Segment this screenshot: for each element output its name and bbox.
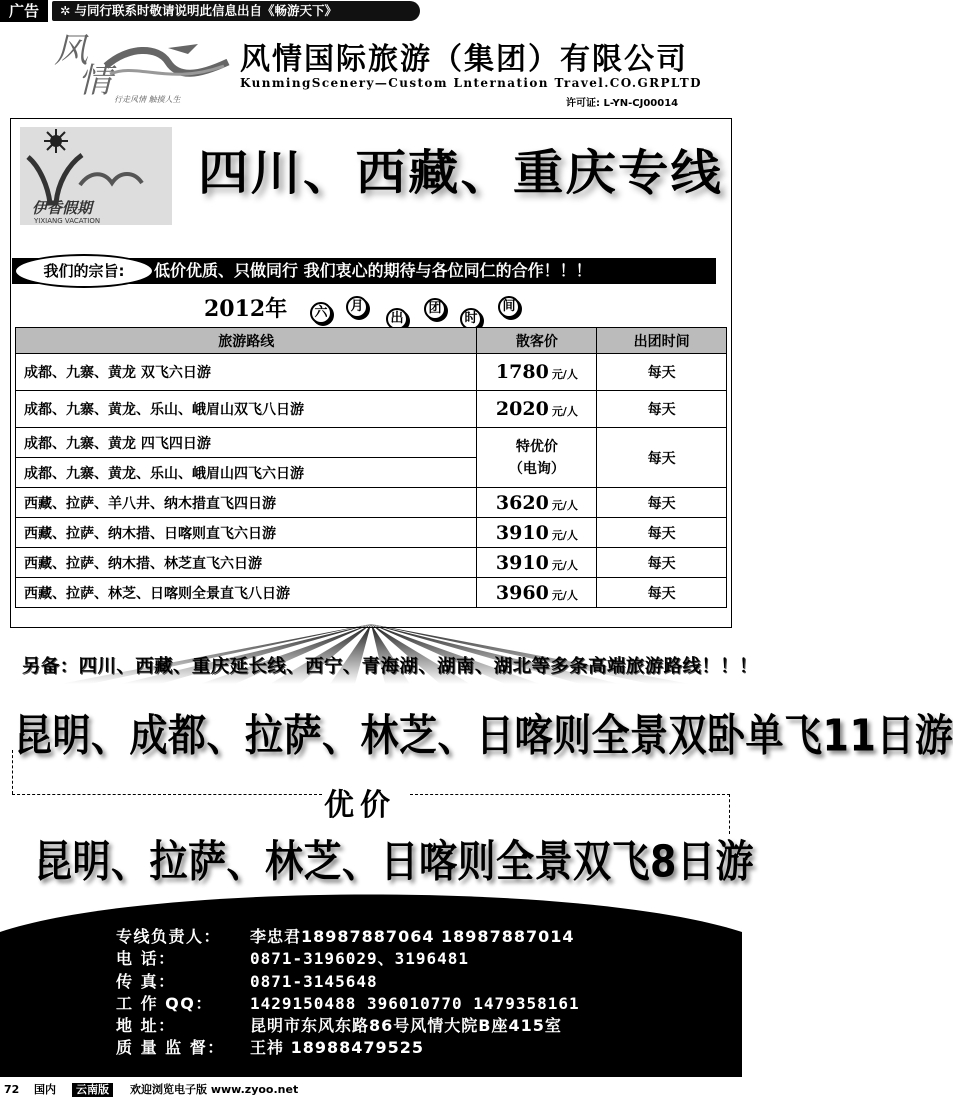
route-name: 成都、九寨、黄龙 双飞六日游 — [16, 354, 477, 391]
contact-label: 质 量 监 督： — [116, 1038, 225, 1058]
contact-label: 工 作 QQ： — [116, 993, 213, 1013]
yixiang-logo-en: YIXIANG VACATION — [34, 217, 101, 225]
route-name: 成都、九寨、黄龙、乐山、峨眉山四飞六日游 — [16, 458, 477, 488]
star-icon: ✲ — [60, 3, 71, 18]
price-unit: 元/人 — [551, 528, 578, 542]
contact-lines — [116, 926, 580, 1060]
header-departure: 出团时间 — [597, 328, 727, 354]
special-price — [477, 428, 597, 488]
promo-route-8day: 昆明、拉萨、林芝、日喀则全景双飞8日游 — [34, 836, 754, 887]
source-notice — [52, 1, 420, 21]
logo-slogan: 行走风情 触摸人生 — [114, 95, 181, 104]
contact-value: 李忠君18987887064 18987887014 — [250, 927, 575, 946]
contact-label: 传 真： — [116, 971, 176, 991]
motto-label: 我们的宗旨: — [14, 254, 154, 288]
discount-label: 优价 — [324, 788, 396, 823]
contact-label: 电 话： — [116, 949, 176, 969]
route-name: 西藏、拉萨、林芝、日喀则全景直飞八日游 — [16, 578, 477, 608]
motto-bar — [12, 258, 716, 284]
route-frequency: 每天 — [597, 428, 727, 488]
fengqing-logo — [48, 26, 234, 108]
contact-label: 专线负责人： — [116, 927, 222, 946]
price-value: 1780 — [495, 361, 549, 383]
company-header — [0, 22, 742, 114]
price-value: 3620 — [495, 491, 549, 514]
schedule-year: 2012年 — [204, 296, 288, 322]
other-routes-note: 另备：四川、西藏、重庆延长线、西宁、青海湖、湖南、湖北等多条高端旅游路线！！！ — [22, 656, 758, 677]
contact-line — [116, 948, 580, 970]
contact-line — [116, 926, 580, 948]
promo-route-11day: 昆明、成都、拉萨、林芝、日喀则全景双卧单飞11日游 — [14, 710, 953, 761]
price-value: 3910 — [495, 551, 549, 574]
route-price — [477, 391, 597, 428]
table-row — [16, 488, 727, 518]
logo-char-1: 风 — [54, 31, 88, 71]
motto-text: 低价优质、只做同行 我们衷心的期待与各位同仁的合作！！！ — [154, 261, 592, 280]
table-row — [16, 391, 727, 428]
contact-value: 王祎 18988479525 — [250, 1038, 425, 1058]
route-price — [477, 518, 597, 548]
routes-table — [15, 327, 727, 608]
route-frequency: 每天 — [597, 578, 727, 608]
page-footer — [0, 1080, 742, 1100]
price-value: 3910 — [495, 521, 549, 544]
price-unit: 元/人 — [551, 405, 578, 418]
dashed-bracket — [12, 750, 13, 794]
route-frequency: 每天 — [597, 518, 727, 548]
route-frequency: 每天 — [597, 488, 727, 518]
schedule-char: 时 — [460, 308, 482, 330]
logo-char-2: 情 — [78, 61, 112, 101]
table-row — [16, 428, 727, 458]
section-domestic: 国内 — [34, 1083, 56, 1096]
table-row — [16, 578, 727, 608]
contact-label: 地 址： — [116, 1016, 176, 1036]
contact-line — [116, 993, 580, 1015]
price-value: 3960 — [495, 581, 549, 604]
price-unit: 元/人 — [551, 368, 578, 381]
contact-value: 昆明市东风东路86号风情大院B座415室 — [250, 1016, 562, 1036]
schedule-char: 月 — [346, 296, 368, 318]
price-unit: 元/人 — [551, 498, 578, 512]
route-price — [477, 488, 597, 518]
dashed-bracket — [12, 794, 322, 795]
table-row — [16, 354, 727, 391]
contact-section — [0, 892, 742, 1077]
headline: 四川、西藏、重庆专线 — [198, 145, 724, 201]
schedule-char: 出 — [386, 308, 408, 330]
contact-value: 1429150488 396010770 1479358161 — [250, 993, 580, 1013]
license-number: 许可证: L-YN-CJ00014 — [566, 98, 679, 109]
price-value: 2020 — [495, 398, 549, 420]
ad-tag: 广告 — [0, 0, 48, 22]
contact-value: 0871-3145648 — [250, 971, 378, 991]
route-frequency: 每天 — [597, 548, 727, 578]
company-name-en: KunmingScenery—Custom Lnternation Travel.CO.GRPLTD — [240, 76, 702, 90]
route-frequency: 每天 — [597, 391, 727, 428]
contact-line — [116, 971, 580, 993]
page-number: 72 — [4, 1083, 20, 1096]
price-unit: 元/人 — [551, 588, 578, 602]
special-price-line2: （电询） — [508, 460, 565, 477]
route-price — [477, 354, 597, 391]
contact-line — [116, 1037, 580, 1059]
table-row — [16, 518, 727, 548]
table-header-row — [16, 328, 727, 354]
top-bar — [0, 0, 742, 22]
source-notice-text: 与同行联系时敬请说明此信息出自《畅游天下》 — [74, 3, 337, 18]
sun-icon — [44, 129, 68, 153]
header-price: 散客价 — [477, 328, 597, 354]
schedule-char: 六 — [310, 302, 332, 324]
edition-badge: 云南版 — [72, 1083, 113, 1097]
header-route: 旅游路线 — [16, 328, 477, 354]
route-frequency: 每天 — [597, 354, 727, 391]
route-name: 西藏、拉萨、纳木措、日喀则直飞六日游 — [16, 518, 477, 548]
route-price — [477, 578, 597, 608]
route-name: 西藏、拉萨、纳木措、林芝直飞六日游 — [16, 548, 477, 578]
dashed-bracket — [410, 794, 730, 795]
yixiang-logo-cn: 伊香假期 — [32, 199, 93, 217]
website-note[interactable]: 欢迎浏览电子版 www.zyoo.net — [130, 1083, 299, 1096]
route-name: 西藏、拉萨、羊八井、纳木措直飞四日游 — [16, 488, 477, 518]
table-row — [16, 548, 727, 578]
route-name: 成都、九寨、黄龙 四飞四日游 — [16, 428, 477, 458]
schedule-char: 团 — [424, 298, 446, 320]
price-unit: 元/人 — [551, 558, 578, 572]
schedule-char: 间 — [498, 296, 520, 318]
contact-value: 0871-3196029、3196481 — [250, 949, 470, 969]
contact-line — [116, 1015, 580, 1037]
company-name-cn: 风情国际旅游（集团）有限公司 — [240, 42, 688, 77]
yixiang-vacation-logo — [20, 127, 172, 225]
route-price — [477, 548, 597, 578]
route-name: 成都、九寨、黄龙、乐山、峨眉山双飞八日游 — [16, 391, 477, 428]
special-price-line1: 特优价 — [515, 438, 558, 455]
